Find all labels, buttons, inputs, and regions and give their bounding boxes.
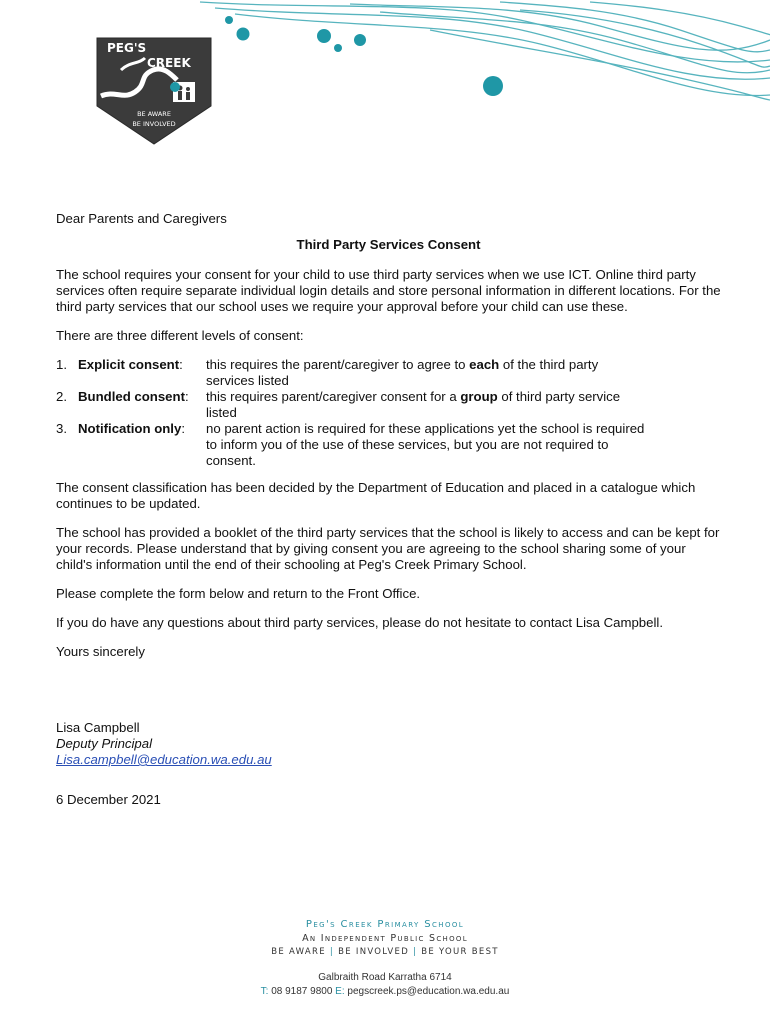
deco-dot (483, 76, 503, 96)
letter-date: 6 December 2021 (56, 792, 161, 807)
list-item: 1. Explicit consent: this requires the parent/caregiver to agree to each of the third party services listed (56, 357, 721, 389)
list-item: 3. Notification only: no parent action is required for these applications yet the school is required to inform you of the use of these services, but you are not required to consent. (56, 421, 645, 468)
school-logo (95, 36, 213, 146)
intro-paragraph: The school requires your consent for your child to use third party services when we use ICT. Online third party services often require separate individual login details and store personal information in different locations. For the third party services that our school uses we require your approval before your child can use these. (56, 267, 721, 314)
footer-school-name: Peg's Creek Primary School (305, 919, 465, 930)
closing: Yours sincerely (56, 644, 145, 659)
footer-subtitle: An Independent Public School (302, 933, 468, 944)
classification-paragraph: The consent classification has been decided by the Department of Education and placed in a catalogue which continues to be updated. (56, 480, 696, 511)
deco-dot (225, 16, 233, 24)
logo-tagline-2: BE INVOLVED (132, 120, 176, 128)
signer-email-link[interactable]: Lisa.campbell@education.wa.edu.au (56, 752, 272, 767)
deco-dot (237, 28, 250, 41)
deco-dot (354, 34, 366, 46)
list-item: 2. Bundled consent: this requires parent/caregiver consent for a group of third party service listed (56, 389, 721, 421)
footer-contact: T: 08 9187 9800 E: pegscreek.ps@education.wa.edu.au (260, 986, 510, 997)
consent-levels-list (56, 357, 721, 469)
level-number: 1. (56, 357, 67, 372)
questions-paragraph: If you do have any questions about third party services, please do not hesitate to contact Lisa Campbell. (56, 615, 663, 630)
levels-intro: There are three different levels of consent: (56, 328, 304, 343)
booklet-paragraph: The school has provided a booklet of the third party services that the school is likely to access and can be kept for your records. Please understand that by giving consent you are agreeing to the school sharing some of your child's information until the end of their schooling at Peg's Creek Primary School. (56, 525, 720, 572)
letter-title: Third Party Services Consent (296, 237, 481, 252)
level-term: Explicit consent (78, 357, 180, 372)
logo-name-line2: CREEK (147, 56, 191, 70)
footer-phone: 08 9187 9800 (271, 986, 333, 997)
signer-name: Lisa Campbell (56, 720, 140, 735)
form-instruction: Please complete the form below and return to the Front Office. (56, 586, 421, 601)
logo-name-line1: PEG'S (107, 41, 147, 55)
signer-role: Deputy Principal (56, 736, 153, 751)
footer-address: Galbraith Road Karratha 6714 (318, 972, 452, 983)
footer-email: pegscreek.ps@education.wa.edu.au (347, 986, 510, 997)
logo-tagline-1: BE AWARE (137, 110, 171, 118)
deco-dot (334, 44, 342, 52)
level-term: Bundled consent (78, 389, 185, 404)
footer-motto: BE AWARE | BE INVOLVED | BE YOUR BEST (271, 947, 499, 957)
greeting: Dear Parents and Caregivers (56, 211, 227, 226)
letter-footer (0, 918, 770, 999)
level-number: 3. (56, 421, 67, 436)
deco-dot (317, 29, 331, 43)
signature-space (56, 660, 721, 720)
logo-teal-dot (170, 82, 180, 92)
level-term: Notification only (78, 421, 182, 436)
level-description: this requires parent/caregiver consent for a group of third party service listed (206, 389, 621, 420)
letter-body (56, 211, 721, 808)
level-number: 2. (56, 389, 67, 404)
level-description: no parent action is required for these applications yet the school is required to inform you of the use of these services, but you are not required to consent. (206, 421, 645, 468)
level-description: this requires the parent/caregiver to agree to each of the third party services listed (206, 357, 599, 388)
